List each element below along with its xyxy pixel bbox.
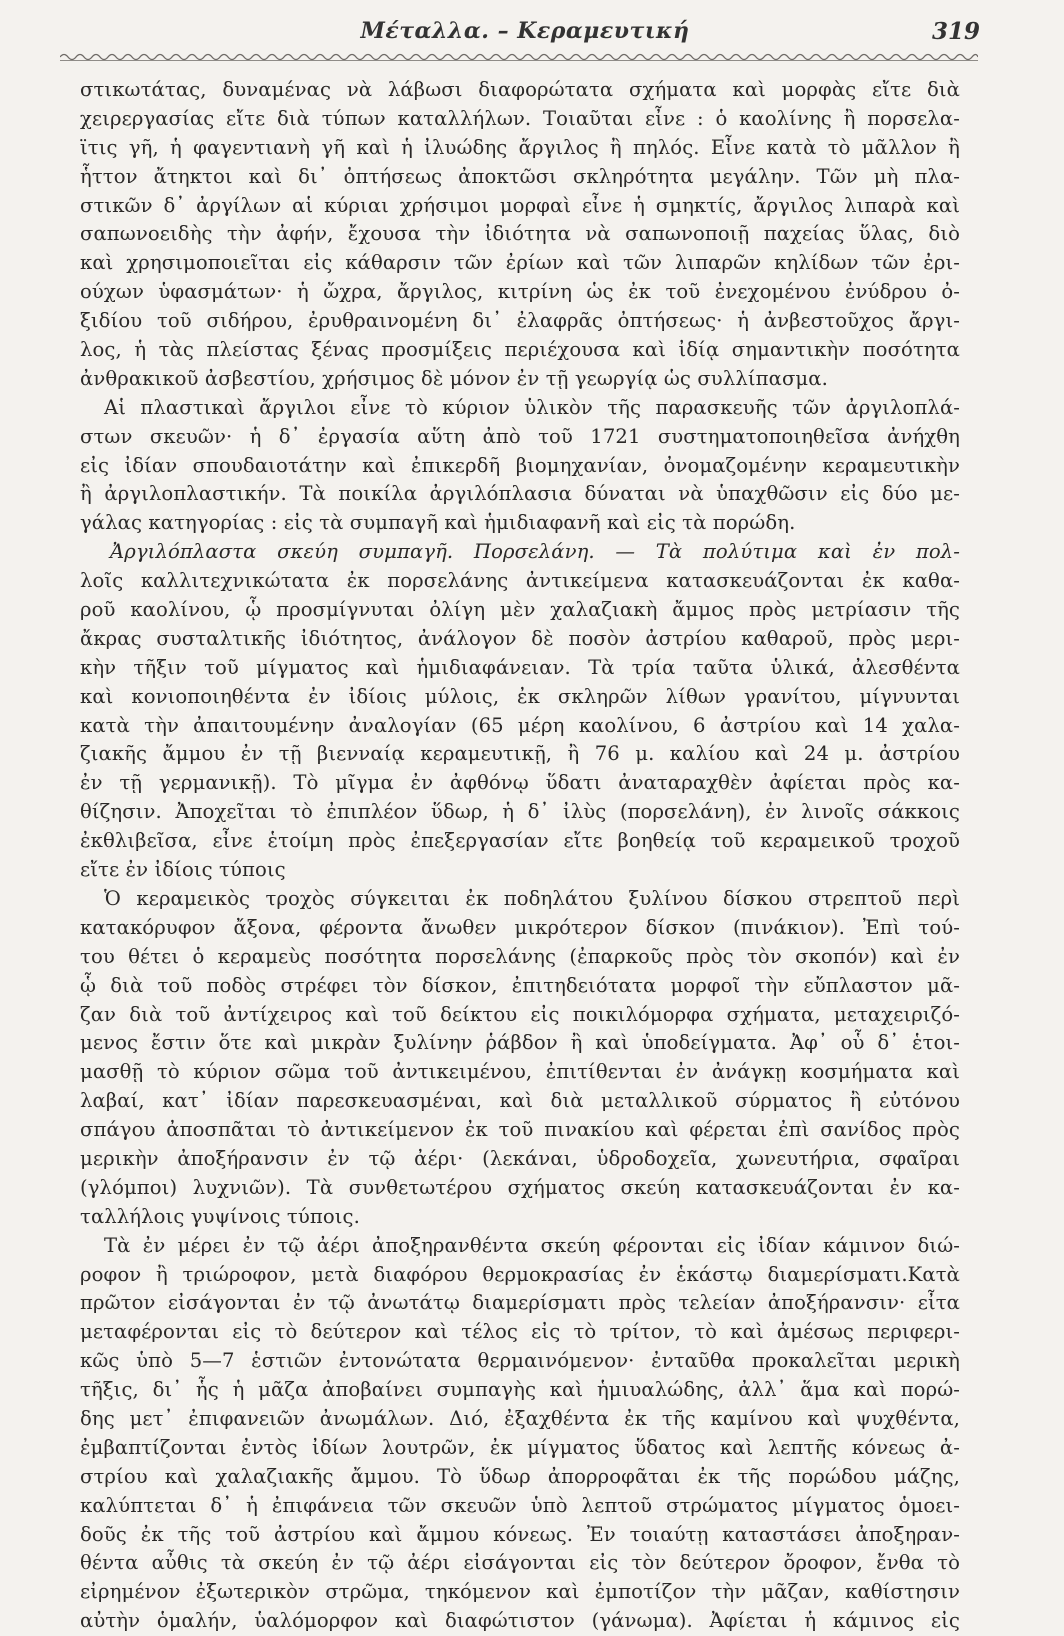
text-line: θέντα αὖθις τὰ σκεύη ἐν τῷ ἀέρι εἰσάγονται εἰς τὸν δεύτερον ὄροφον, ἔνθα τὸ: [80, 1551, 960, 1575]
text-line: Αἱ πλαστικαὶ ἄργιλοι εἶνε τὸ κύριον ὑλικὸν τῆς παρασκευῆς τῶν ἀργιλοπλά-: [104, 395, 960, 419]
text-line: (γλόμποι) λυχνιῶν). Τὰ συνθετωτέρου σχήματος σκεύη κατασκευάζονται ἐν κα-: [80, 1175, 960, 1199]
text-line: σαπωνοειδὴς τὴν ἀφήν, ἔχουσα τὴν ἰδιότητα νὰ σαπωνοποιῇ παχείας ὕλας, διὸ: [80, 222, 960, 246]
text-line: γάλας κατηγορίας : εἰς τὰ συμπαγῆ καὶ ἡμιδιαφανῆ καὶ εἰς τὰ πορώδη.: [80, 511, 796, 535]
text-line: κατακόρυφον ἄξονα, φέροντα ἄνωθεν μικρότερον δίσκον (πινάκιον). Ἐπὶ τού-: [80, 915, 960, 939]
text-line: ἄκρας συσταλτικῆς ἰδιότητος, ἀνάλογον δὲ ποσὸν ἀστρίου καθαροῦ, πρὸς μερι-: [80, 626, 960, 650]
text-line: σπάγου ἀποσπᾶται τὸ ἀντικείμενον ἐκ τοῦ πινακίου καὶ φέρεται ἐπὶ σανίδος πρὸς: [80, 1118, 960, 1142]
text-line: στρίου καὶ χαλαζιακῆς ἄμμου. Τὸ ὕδωρ ἀπορροφᾶται ἐκ τῆς πορώδου μάζης,: [80, 1464, 960, 1488]
text-line: θίζησιν. Ἀποχεῖται τὸ ἐπιπλέον ὕδωρ, ἡ δ᾽ ἰλὺς (πορσελάνη), ἐν λινοῖς σάκκοις: [80, 800, 960, 824]
text-line: Ὁ κεραμεικὸς τροχὸς σύγκειται ἐκ ποδηλάτου ξυλίνου δίσκου στρεπτοῦ περὶ: [104, 886, 960, 910]
text-line: ἧττον ἄτηκτοι καὶ δι᾽ ὀπτήσεως ἀποκτῶσι σκληρότητα μεγάλην. Τῶν μὴ πλα-: [80, 164, 960, 188]
running-head-title: Μέταλλα. – Κεραμευτική: [360, 18, 690, 44]
text-line: ξιδίου τοῦ σιδήρου, ἐρυθραινομένη δι᾽ ἐλαφρᾶς ὀπτήσεως· ἡ ἀνβεστοῦχος ἄργι-: [80, 309, 960, 333]
text-line: δοῦς ἐκ τῆς τοῦ ἀστρίου καὶ ἄμμου κόνεως. Ἐν τοιαύτῃ καταστάσει ἀποξηραν-: [80, 1522, 960, 1546]
body-text: [80, 76, 960, 1636]
text-line: ἢ ἀργιλοπλαστικήν. Τὰ ποικίλα ἀργιλόπλασια δύναται νὰ ὑπαχθῶσιν εἰς δύο με-: [80, 482, 960, 506]
text-line: λος, ἡ τὰς πλείστας ξένας προσμίξεις περιέχουσα καὶ ἰδίᾳ σημαντικὴν ποσότητα: [80, 338, 960, 362]
text-line: κατὰ τὴν ἀπαιτουμένην ἀναλογίαν (65 μέρη καολίνου, 6 ἀστρίου καὶ 14 χαλα-: [80, 713, 960, 737]
text-line: ᾧ διὰ τοῦ ποδὸς στρέφει τὸν δίσκον, ἐπιτηδειότατα μορφοῖ τὴν εὔπλαστον μᾶ-: [80, 973, 960, 997]
text-line: ζιακῆς ἄμμου ἐν τῇ βιενναίᾳ κεραμευτικῇ, ἢ 76 μ. καλίου καὶ 24 μ. ἀστρίου: [80, 742, 960, 766]
text-line: ἀνθρακικοῦ ἀσβεστίου, χρήσιμος δὲ μόνον ἐν τῇ γεωργίᾳ ὡς συλλίπασμα.: [80, 366, 828, 390]
text-line: ἐν τῇ γερμανικῇ). Τὸ μῖγμα ἐν ἀφθόνῳ ὕδατι ἀναταραχθὲν ἀφίεται πρὸς κα-: [80, 771, 960, 795]
text-line: λαβαί, κατ᾽ ἰδίαν παρεσκευασμέναι, καὶ διὰ μεταλλικοῦ σύρματος ἢ εὐτόνου: [80, 1089, 960, 1113]
text-line: μερικὴν ἀποξήρανσιν ἐν τῷ ἀέρι· (λεκάναι, ὑδροδοχεῖα, χωνευτήρια, σφαῖραι: [80, 1146, 960, 1170]
decorative-wavy-rule: [60, 52, 978, 62]
text-line: ούχων ὑφασμάτων· ἡ ὤχρα, ἄργιλος, κιτρίνη ὡς ἐκ τοῦ ἐνεχομένου ἐνύδρου ὀ-: [80, 280, 960, 304]
text-line: ζαν διὰ τοῦ ἀντίχειρος καὶ τοῦ δείκτου εἰς ποικιλόμορφα σχήματα, μεταχειριζό-: [80, 1002, 960, 1026]
text-line: καὶ κονιοποιηθέντα ἐν ἰδίοις μύλοις, ἐκ σκληρῶν λίθων γρανίτου, μίγνυνται: [80, 684, 960, 708]
text-line: καὶ χρησιμοποιεῖται εἰς κάθαρσιν τῶν ἐρίων καὶ τῶν λιπαρῶν κηλίδων τῶν ἐρι-: [80, 251, 960, 275]
text-line: δης μετ᾽ ἐπιφανειῶν ἀνωμάλων. Διό, ἐξαχθέντα ἐκ τῆς καμίνου καὶ ψυχθέντα,: [80, 1406, 960, 1430]
text-line: ροφον ἢ τριώροφον, μετὰ διαφόρου θερμοκρασίας ἐν ἑκάστῳ διαμερίσματι.Κατὰ: [80, 1262, 960, 1286]
text-line: Ἀργιλόπλαστα σκεύη συμπαγῆ. Πορσελάνη. — Τὰ πολύτιμα καὶ ἐν πολ-: [110, 540, 960, 564]
text-line: στικωτάτας, δυναμένας νὰ λάβωσι διαφορώτατα σχήματα καὶ μορφὰς εἴτε διὰ: [80, 78, 960, 101]
text-line: ταλλήλοις γυψίνοις τύποις.: [80, 1204, 360, 1228]
text-line: κὴν τῆξιν τοῦ μίγματος καὶ ἡμιδιαφάνειαν. Τὰ τρία ταῦτα ὑλικά, ἀλεσθέντα: [80, 655, 960, 679]
text-line: καλύπτεται δ᾽ ἡ ἐπιφάνεια τῶν σκευῶν ὑπὸ λεπτοῦ στρώματος μίγματος ὁμοει-: [80, 1493, 960, 1517]
text-line: πρῶτον εἰσάγονται ἐν τῷ ἀνωτάτῳ διαμερίσματι πρὸς τελείαν ἀποξήρανσιν· εἶτα: [80, 1291, 960, 1315]
text-line: ροῦ καολίνου, ᾧ προσμίγνυται ὀλίγη μὲν χαλαζιακὴ ἄμμος πρὸς μετρίασιν τῆς: [80, 598, 960, 622]
text-line: στικῶν δ᾽ ἀργίλων αἱ κύριαι χρήσιμοι μορφαὶ εἶνε ἡ σμηκτίς, ἄργιλος λιπαρὰ καὶ: [80, 193, 960, 217]
text-line: ἐμβαπτίζονται ἐντὸς ἰδίων λουτρῶν, ἐκ μίγματος ὕδατος καὶ λεπτῆς κόνεως ἀ-: [80, 1435, 960, 1459]
text-line: κῶς ὑπὸ 5—7 ἑστιῶν ἐντονώτατα θερμαινόμενον· ἐνταῦθα προκαλεῖται μερικὴ: [80, 1349, 960, 1373]
text-line: τῆξις, δι᾽ ἧς ἡ μᾶζα ἀποβαίνει συμπαγὴς καὶ ἡμιυαλώδης, ἀλλ᾽ ἅμα καὶ πορώ-: [80, 1378, 960, 1402]
running-head: [70, 14, 980, 54]
text-line: μασθῇ τὸ κύριον σῶμα τοῦ ἀντικειμένου, ἐπιτίθενται ἐν ἀνάγκῃ κοσμήματα καὶ: [80, 1060, 960, 1084]
text-line: ἐκθλιβεῖσα, εἶνε ἑτοίμη πρὸς ἐπεξεργασίαν εἴτε βοηθείᾳ τοῦ κεραμεικοῦ τροχοῦ: [80, 829, 960, 853]
text-line: στων σκευῶν· ἡ δ᾽ ἐργασία αὕτη ἀπὸ τοῦ 1721 συστηματοποιηθεῖσα ἀνήχθη: [80, 424, 960, 448]
text-line: μενος ἔστιν ὅτε καὶ μικρὰν ξυλίνην ῥάβδον ἢ καὶ ὑποδείγματα. Ἀφ᾽ οὗ δ᾽ ἑτοι-: [80, 1031, 960, 1055]
text-line: εἰς ἰδίαν σπουδαιοτάτην καὶ ἐπικερδῆ βιομηχανίαν, ὀνομαζομένην κεραμευτικὴν: [80, 453, 960, 477]
page-number: 319: [931, 18, 980, 45]
text-line: Τὰ ἐν μέρει ἐν τῷ ἀέρι ἀποξηρανθέντα σκεύη φέρονται εἰς ἰδίαν κάμινον διώ-: [104, 1233, 960, 1257]
text-line: λοῖς καλλιτεχνικώτατα ἐκ πορσελάνης ἀντικείμενα κατασκευάζονται ἐκ καθα-: [80, 569, 960, 593]
text-line: μεταφέρονται εἰς τὸ δεύτερον καὶ τέλος εἰς τὸ τρίτον, τὸ καὶ ἀμέσως περιφερι-: [80, 1320, 960, 1344]
text-line: χειρεργασίας εἴτε διὰ τύπων καταλλήλων. Τοιαῦται εἶνε : ὁ καολίνης ἢ πορσελα-: [80, 106, 960, 130]
text-line: ϊτις γῆ, ἡ φαγεντιανὴ γῆ καὶ ἡ ἰλυώδης ἄργιλος ἢ πηλός. Εἶνε κατὰ τὸ μᾶλλον ἢ: [80, 135, 960, 159]
text-line: εἰρημένον ἐξωτερικὸν στρῶμα, τηκόμενον καὶ ἐμποτίζον τὴν μᾶζαν, καθίστησιν: [80, 1580, 960, 1604]
text-line: εἴτε ἐν ἰδίοις τύποις: [80, 858, 286, 882]
text-line: του θέτει ὁ κεραμεὺς ποσότητα πορσελάνης (ἐπαρκοῦς πρὸς τὸν σκοπόν) καὶ ἐν: [80, 944, 960, 968]
text-line: αὐτὴν ὁμαλήν, ὑαλόμορφον καὶ διαφώτιστον (γάνωμα). Ἀφίεται ἡ κάμινος εἰς: [80, 1609, 960, 1633]
